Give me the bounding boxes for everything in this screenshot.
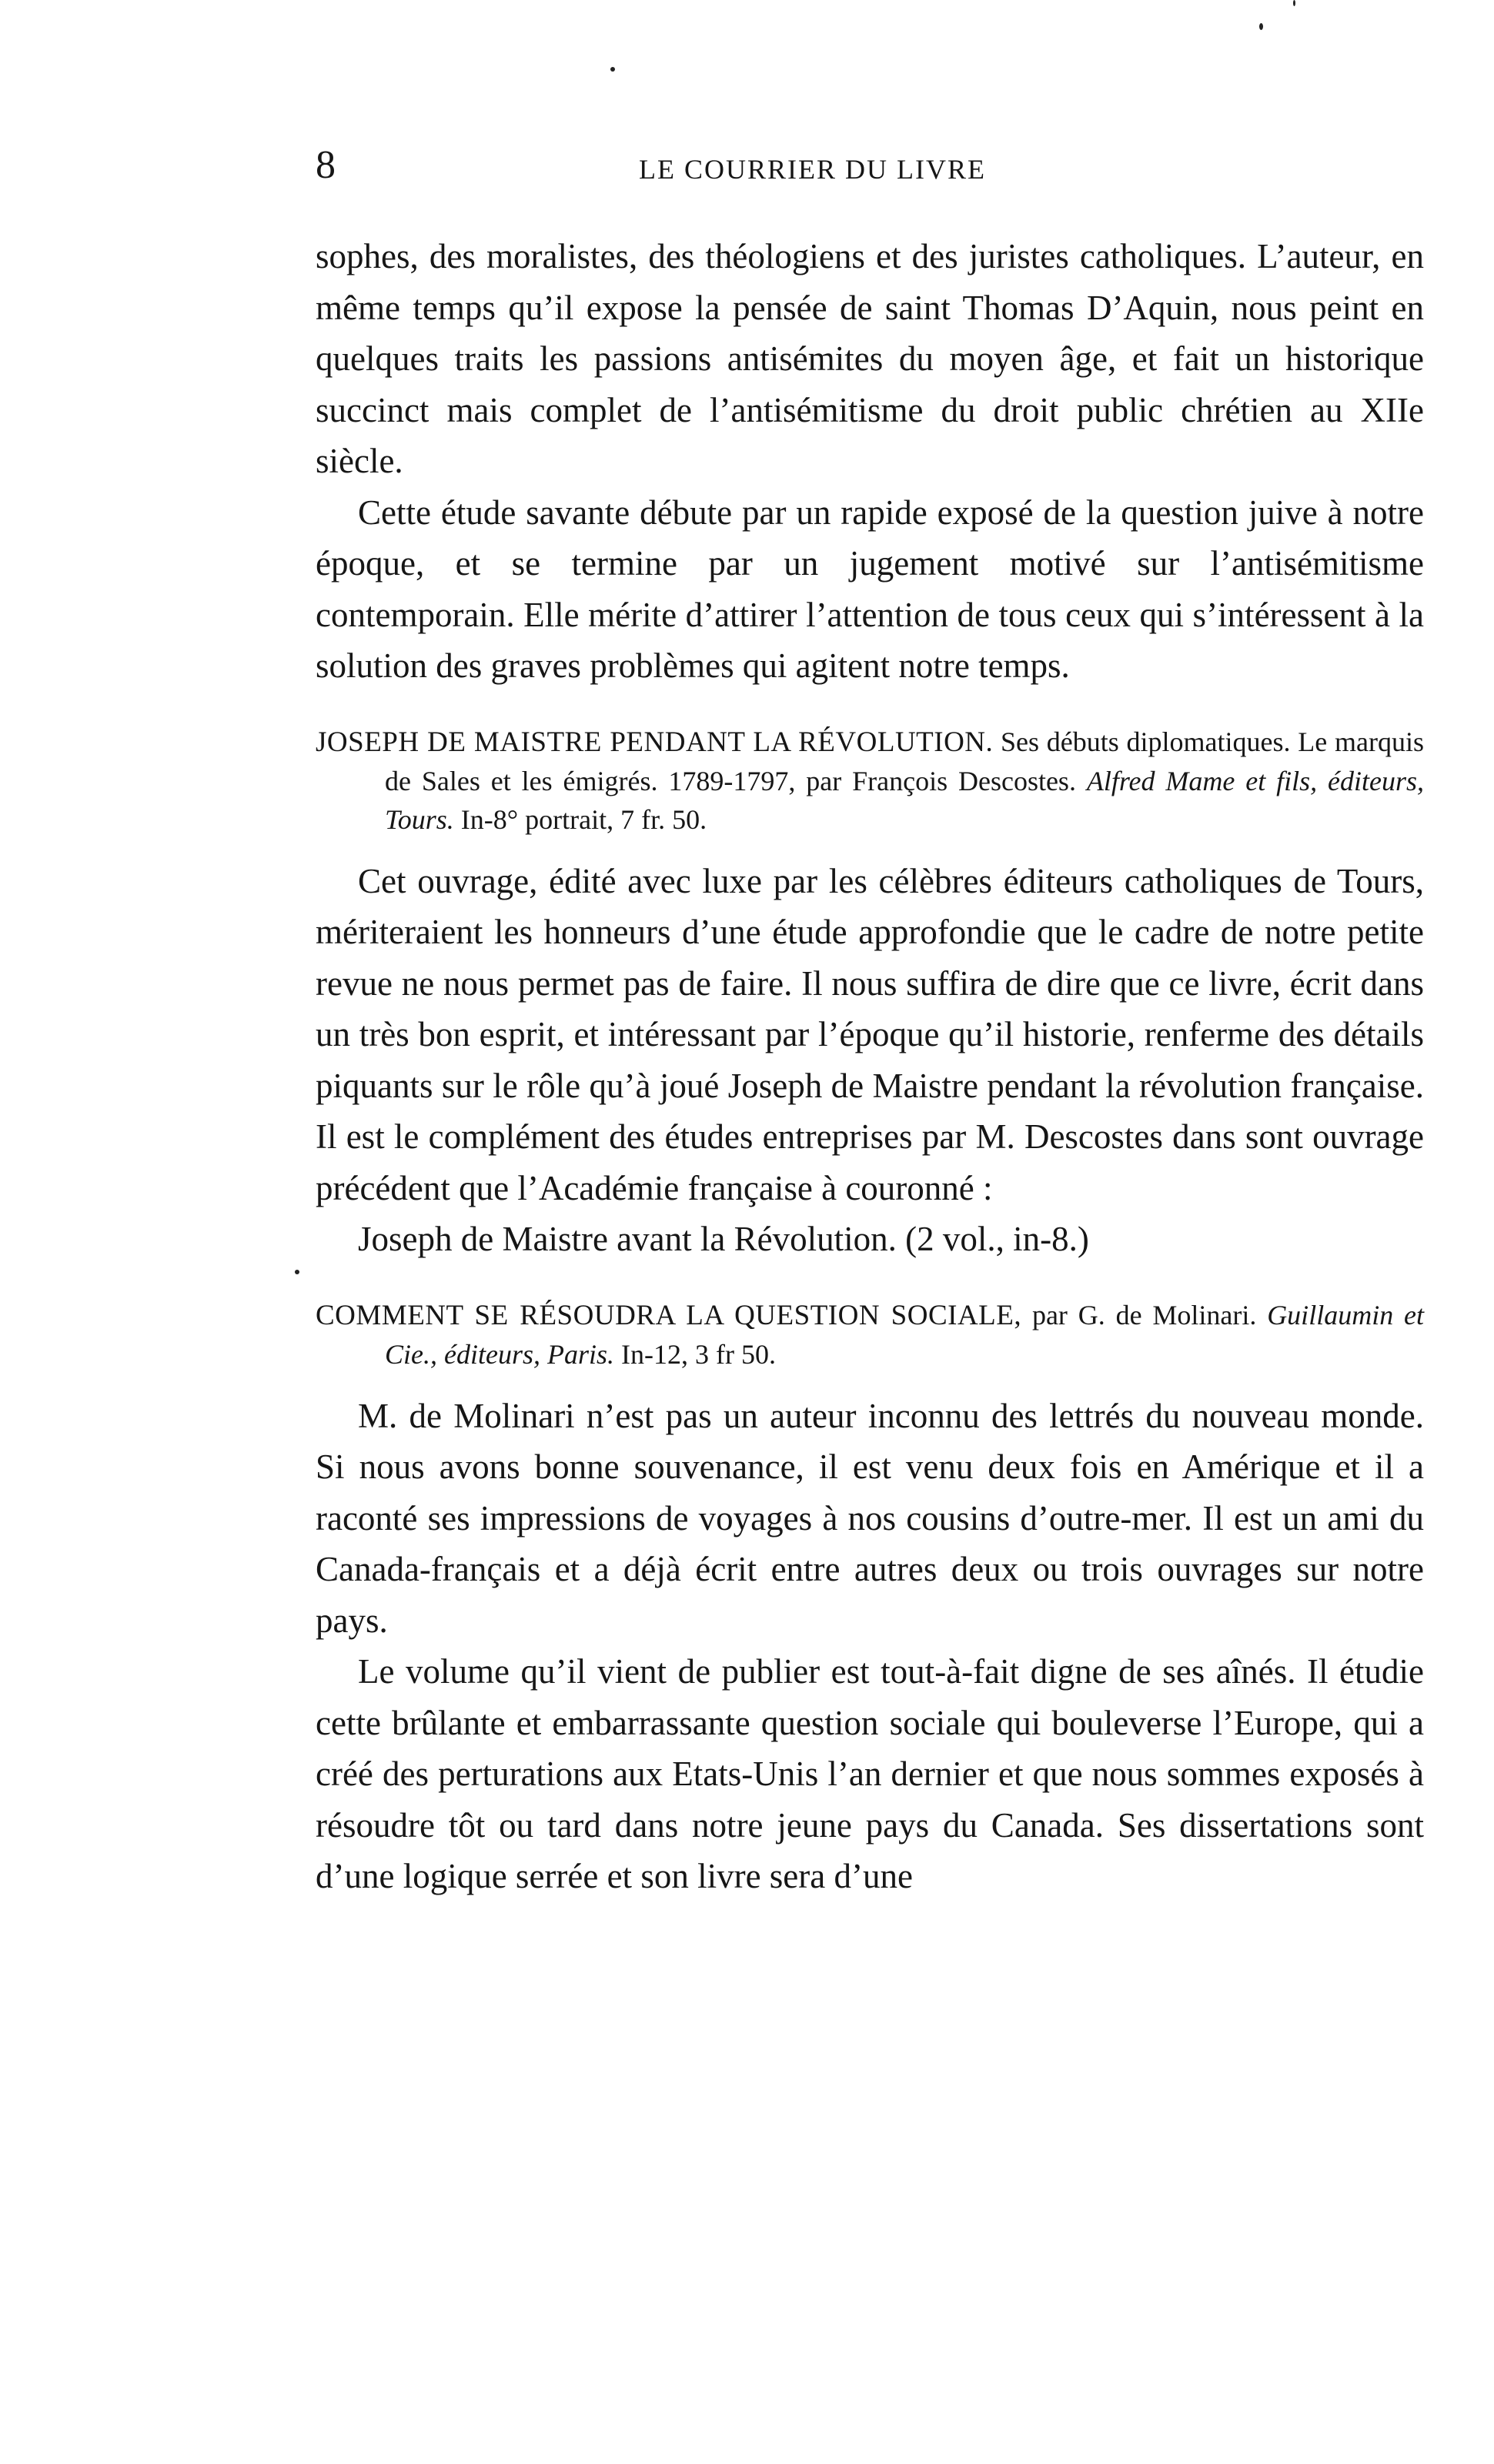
entry-2-format: In-12, 3 fr 50. [613,1338,776,1370]
entry-1-title: JOSEPH DE MAISTRE PENDANT LA RÉVOLUTION. [316,726,994,758]
bibliographic-entry-1 [316,723,1424,839]
entry-1-format: In-8° portrait, 7 fr. 50. [453,803,707,835]
scan-speck [295,1270,299,1274]
paragraph-3-tail: (2 vol., in-8.) [896,1220,1089,1258]
entry-2-title: COMMENT SE RÉSOUDRA LA QUESTION SOCIALE, [316,1299,1022,1331]
running-title: LE COURRIER DU LIVRE [639,154,986,185]
entry-2-publisher: Guillaumin et Cie., éditeurs, Paris. [385,1299,1424,1370]
paragraph-3-text: Cet ouvrage, édité avec luxe par les célèbres éditeurs catholiques de Tours, mériteraient les honneurs d’une étude approfondie que le cadre de notre petite revue ne nous permet pas de faire. Il nous suffira de dire que ce livre, écrit dans un très bon esprit, et intéressant par l’époque qu’il historie, renferme des détails piquants sur le rôle qu’à joué Joseph de Maistre pendant la révolution française. Il est le complément des études entreprises par M. Descostes dans sont ouvrage précédent que l’Académie française à couronné : [316,861,1424,1207]
paragraph-3 [316,856,1424,1265]
entry-1-description: Ses débuts diplomatiques. Le marquis de Sales et les émigrés. 1789-1797, par François Descostes. [385,726,1424,796]
paragraph-4: M. de Molinari n’est pas un auteur inconnu des lettrés du nouveau monde. Si nous avons bonne souvenance, il est venu deux fois en Amérique et il a raconté ses impressions de voyages à nos cousins d’outre-mer. Il est un ami du Canada-français et a déjà écrit entre autres deux ou trois ouvrages sur notre pays. [316,1396,1424,1640]
scan-speck [610,67,615,72]
entry-1-publisher: Alfred Mame et fils, éditeurs, Tours. [385,765,1425,835]
paragraph-1: sophes, des moralistes, des théologiens et des juristes catholiques. L’auteur, en même temps qu’il expose la pensée de saint Thomas D’Aquin, nous peint en quelques traits les passions antisémites du moyen âge, et fait un historique succinct mais complet de l’antisémitisme du droit public chrétien au XIIe siècle. [316,237,1424,480]
paragraph-3-book-title: Joseph de Maistre avant la Révolution. [358,1220,897,1258]
paragraph-2: Cette étude savante débute par un rapide exposé de la question juive à notre époque, et se termine par un jugement motivé sur l’antisémitisme contemporain. Elle mérite d’attirer l’attention de tous ceux qui s’intéressent à la solution des graves problèmes qui agitent notre temps. [316,492,1424,685]
page-body [316,231,1424,1902]
scan-speck [1259,23,1263,30]
scan-speck [1293,0,1295,6]
page-number: 8 [316,143,336,187]
bibliographic-entry-2 [316,1296,1424,1374]
paragraph-5: Le volume qu’il vient de publier est tout-à-fait digne de ses aînés. Il étudie cette brûlante et embarrassante question sociale qui bouleverse l’Europe, qui a créé des perturations aux Etats-Unis l’an dernier et que nous sommes exposés à résoudre tôt ou tard dans notre jeune pays du Canada. Ses dissertations sont d’une logique serrée et son livre sera d’une [316,1652,1424,1895]
entry-2-description: par G. de Molinari. [1021,1299,1268,1330]
page-header [316,142,1424,204]
